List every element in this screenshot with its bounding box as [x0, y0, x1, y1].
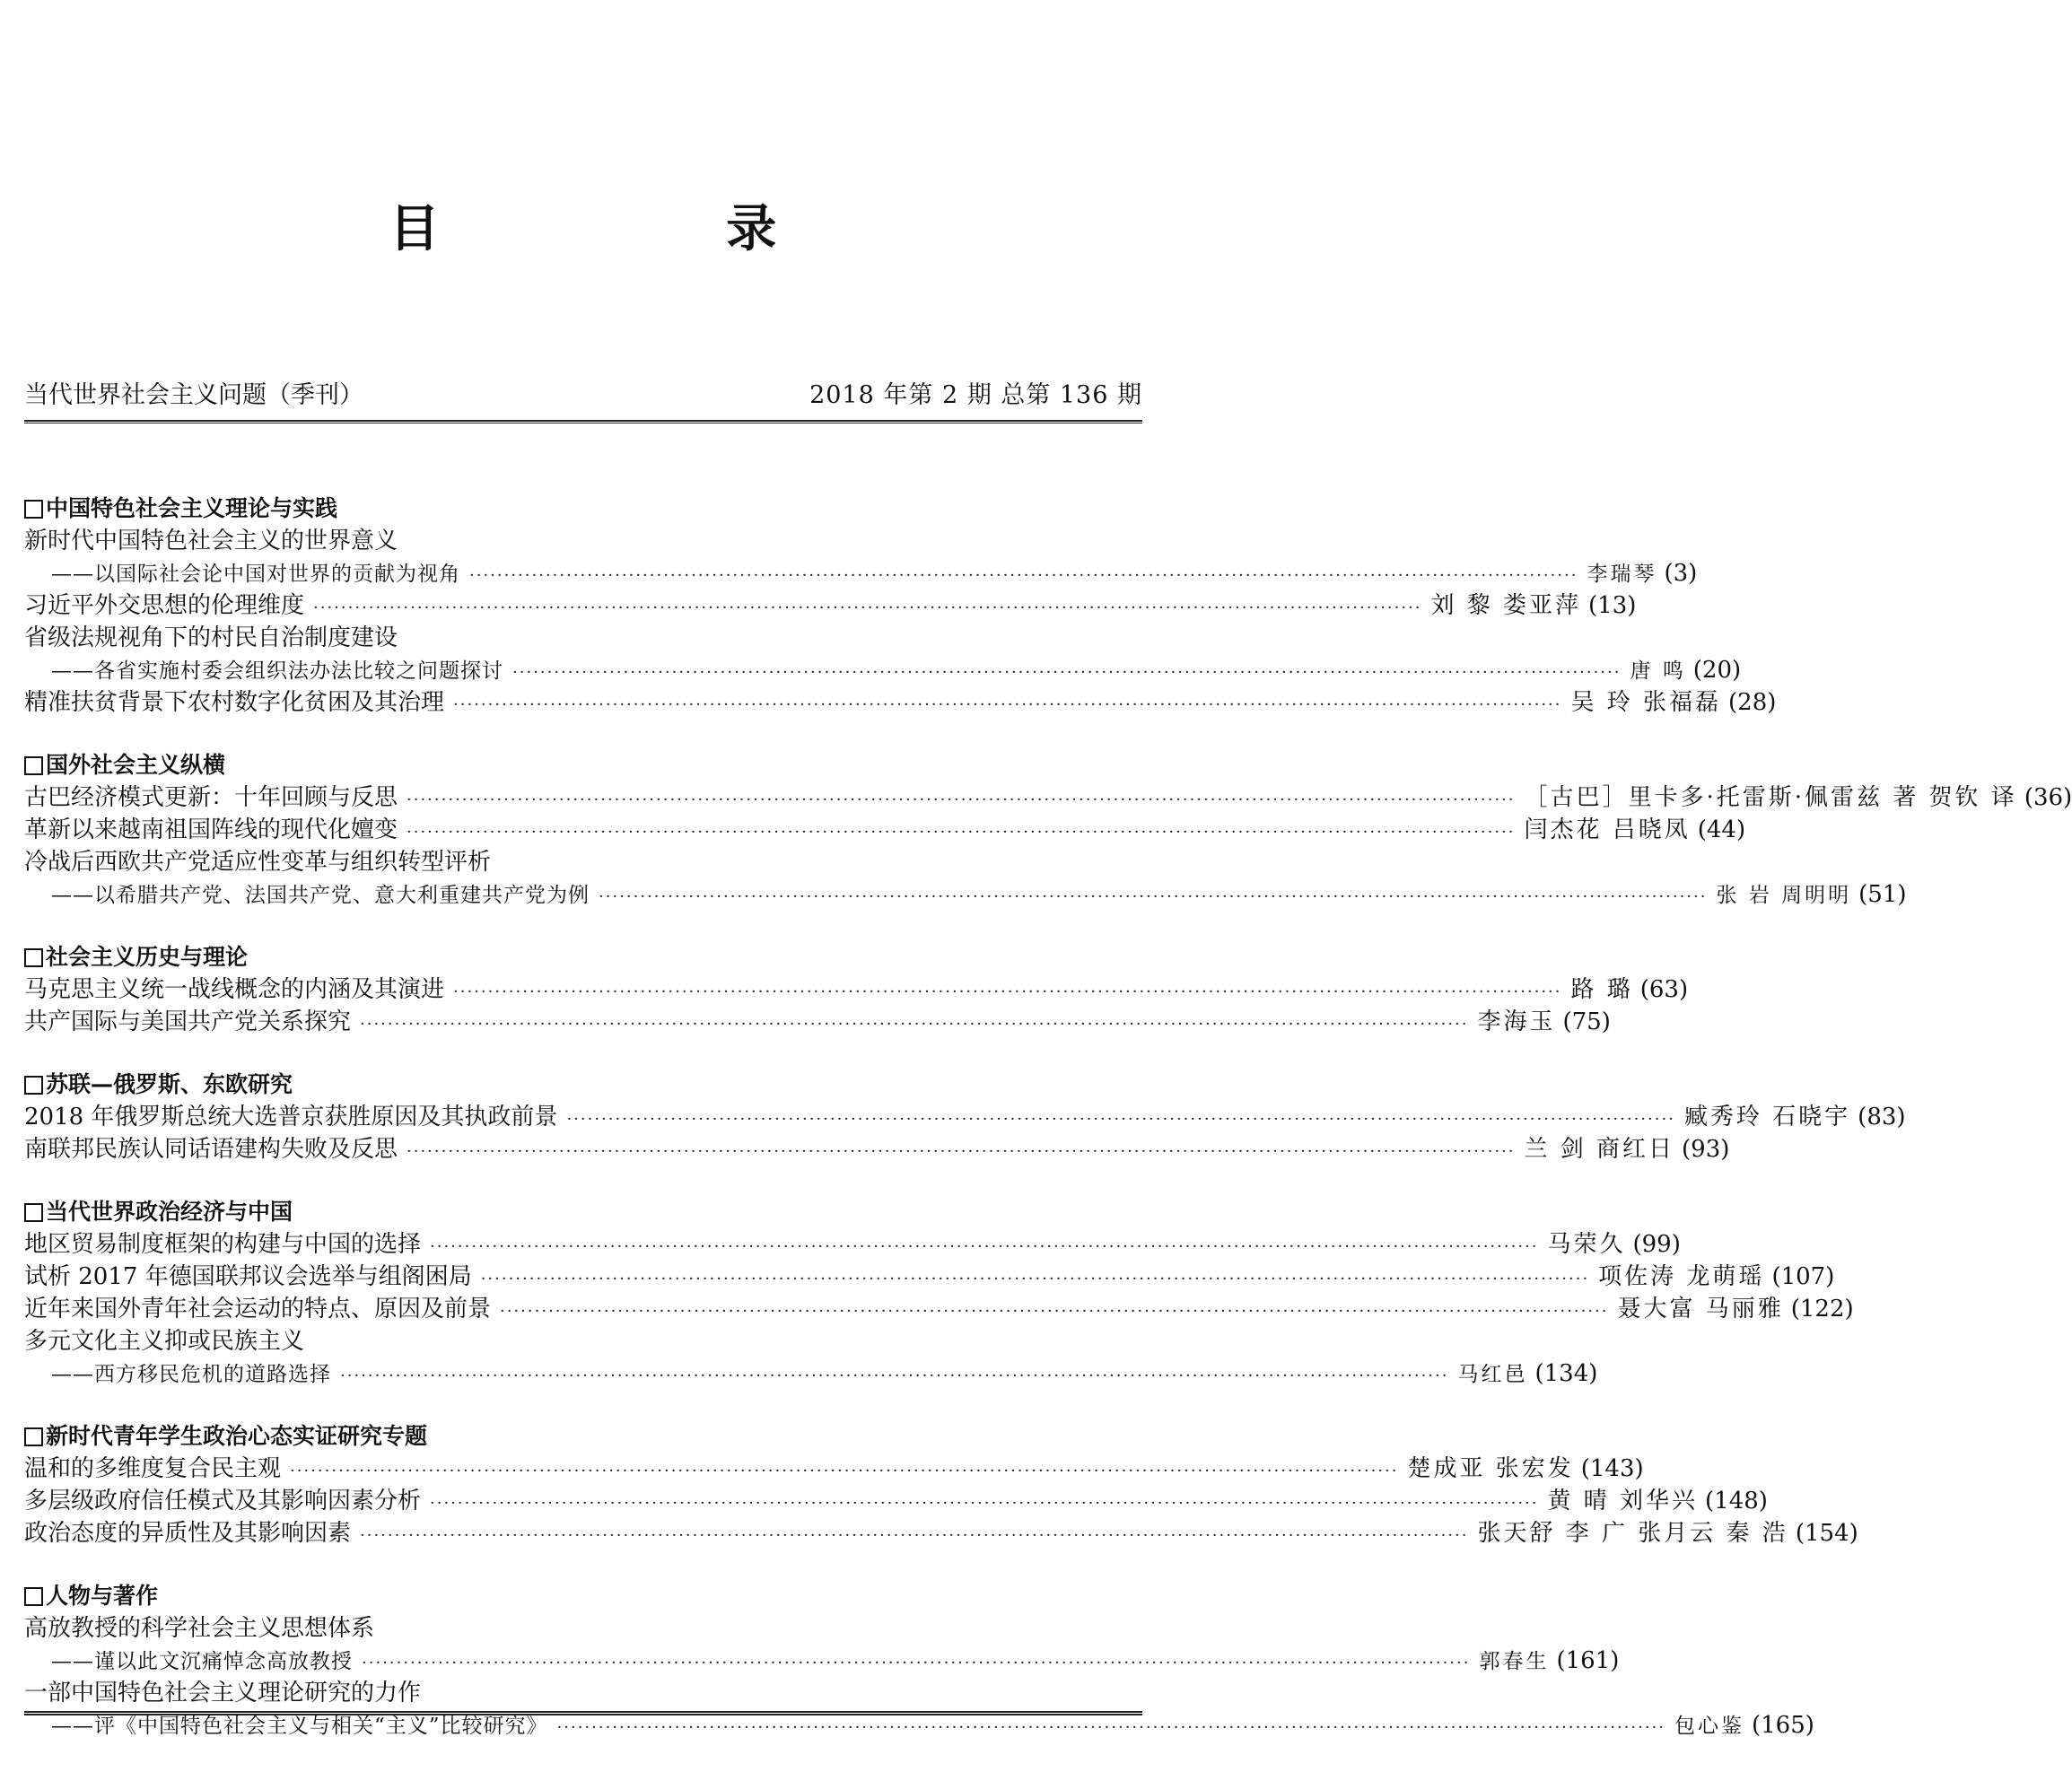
dot-leader: ································································································································································ [566, 1110, 1675, 1129]
checkbox-square-icon [24, 1203, 43, 1222]
article-title: 2018 年俄罗斯总统大选普京获胜原因及其执政前景 [24, 1104, 558, 1130]
article-authors: 郭春生 [1479, 1650, 1550, 1673]
toc-entry [24, 1645, 1620, 1677]
article-subtitle: ——以希腊共产党、法国共产党、意大利重建共产党为例 [51, 884, 590, 907]
article-title: 革新以来越南祖国阵线的现代化嬗变 [24, 816, 398, 843]
article-title: 南联邦民族认同话语建构失败及反思 [24, 1136, 398, 1163]
page-number: (3) [1664, 560, 1698, 587]
page-number: (99) [1632, 1231, 1681, 1258]
dot-leader: ································································································································································ [407, 1142, 1516, 1161]
toc-entry [24, 878, 1907, 911]
dot-leader: ································································································································································ [407, 823, 1516, 842]
section-heading [24, 493, 1142, 525]
article-title: 多层级政府信任模式及其影响因素分析 [24, 1488, 422, 1514]
dot-leader: ································································································································································ [430, 1237, 1539, 1256]
page-number: (107) [1771, 1263, 1835, 1290]
article-authors: 李海玉 [1477, 1008, 1556, 1035]
section-heading [24, 1069, 1142, 1101]
section-heading [24, 1580, 1142, 1612]
section-heading [24, 749, 1142, 781]
page-title: 目 录 [389, 200, 912, 258]
article-subtitle: ——评《中国特色社会主义与相关“主义”比较研究》 [51, 1715, 548, 1738]
toc-entry [24, 557, 1698, 589]
article-authors: 李瑞琴 [1587, 563, 1657, 586]
dot-leader: ································································································································································ [480, 1270, 1590, 1288]
section-heading-text: 中国特色社会主义理论与实践 [46, 495, 338, 521]
table-of-contents [24, 493, 2072, 1772]
section-heading [24, 1420, 1142, 1453]
page-number: (75) [1562, 1008, 1611, 1035]
article-subtitle: ——西方移民危机的道路选择 [51, 1363, 331, 1386]
section-heading-text: 国外社会主义纵横 [46, 752, 226, 778]
toc-entry [24, 654, 1742, 686]
toc-entry [24, 1293, 1854, 1325]
checkbox-square-icon [24, 1076, 43, 1095]
checkbox-square-icon [24, 1587, 43, 1606]
page-number: (93) [1682, 1136, 1730, 1163]
dot-leader: ································································································································································ [512, 663, 1622, 682]
dot-leader: ································································································································································ [469, 566, 1578, 585]
article-title: 一部中国特色社会主义理论研究的力作 [24, 1680, 422, 1707]
checkbox-square-icon [24, 1427, 43, 1446]
article-title: 精准扶贫背景下农村数字化贫困及其治理 [24, 689, 445, 716]
page-number: (20) [1692, 657, 1742, 684]
article-authors: 唐 鸣 [1630, 659, 1686, 683]
page-number: (143) [1580, 1455, 1644, 1482]
page-number: (154) [1795, 1520, 1858, 1547]
article-title: 高放教授的科学社会主义思想体系 [24, 1615, 375, 1642]
toc-entry [24, 1101, 1906, 1133]
toc-section [24, 1069, 1906, 1165]
issue-header [24, 377, 1142, 415]
article-authors: 楚成亚 张宏发 [1407, 1455, 1574, 1482]
journal-name: 当代世界社会主义问题（季刊） [24, 381, 363, 409]
toc-entry [24, 589, 1637, 622]
dot-leader: ································································································································································ [599, 887, 1708, 906]
section-heading-text: 当代世界政治经济与中国 [46, 1199, 293, 1225]
header-rule [24, 420, 1142, 423]
dot-leader: ································································································································································ [556, 1718, 1665, 1737]
page-number: (36) [2024, 784, 2072, 811]
page-number: (13) [1588, 592, 1637, 619]
article-title: 冷战后西欧共产党适应性变革与组织转型评析 [24, 849, 492, 876]
section-heading-text: 新时代青年学生政治心态实证研究专题 [46, 1423, 428, 1449]
toc-entry [24, 1261, 1835, 1293]
toc-entry [24, 686, 1777, 719]
page-number: (63) [1639, 976, 1689, 1003]
toc-entry [24, 973, 1689, 1006]
toc-entry [24, 1485, 1768, 1517]
article-title: 近年来国外青年社会运动的特点、原因及前景 [24, 1296, 492, 1322]
toc-entry [24, 781, 2072, 814]
issue-info: 2018 年第 2 期 总第 136 期 [809, 381, 1142, 409]
toc-section [24, 749, 2072, 911]
article-authors: 马荣久 [1547, 1231, 1626, 1258]
page-number: (83) [1858, 1104, 1906, 1130]
article-title: 地区贸易制度框架的构建与中国的选择 [24, 1231, 422, 1258]
toc-entry [24, 814, 1746, 846]
article-authors: 聂大富 马丽雅 [1617, 1296, 1784, 1322]
toc-section [24, 1196, 1854, 1390]
page-number: (122) [1790, 1296, 1854, 1322]
article-authors: 马红邑 [1457, 1363, 1528, 1386]
article-authors: 张天舒 李 广 张月云 秦 浩 [1477, 1520, 1788, 1547]
dot-leader: ································································································································································ [290, 1462, 1399, 1480]
article-title: 温和的多维度复合民主观 [24, 1455, 282, 1482]
checkbox-square-icon [24, 756, 43, 775]
section-heading-text: 苏联—俄罗斯、东欧研究 [46, 1071, 293, 1097]
toc-section [24, 941, 1689, 1038]
section-heading [24, 1196, 1142, 1228]
article-title: 新时代中国特色社会主义的世界意义 [24, 528, 398, 554]
article-title: 古巴经济模式更新：十年回顾与反思 [24, 784, 398, 811]
toc-entry [24, 1517, 1858, 1549]
article-authors: ［古巴］里卡多·托雷斯·佩雷兹 著 贺钦 译 [1524, 784, 2017, 811]
dot-leader: ································································································································································ [453, 982, 1562, 1001]
article-authors: 包心鉴 [1674, 1715, 1744, 1738]
page-number: (165) [1752, 1712, 1814, 1739]
toc-section [24, 1420, 1858, 1549]
dot-leader: ································································································································································ [360, 1015, 1469, 1034]
article-title: 习近平外交思想的伦理维度 [24, 592, 305, 619]
article-authors: 闫杰花 吕晓凤 [1524, 816, 1691, 843]
dot-leader: ································································································································································ [360, 1526, 1469, 1545]
page-number: (44) [1697, 816, 1746, 843]
article-authors: 臧秀玲 石晓宇 [1683, 1104, 1851, 1130]
section-heading [24, 941, 1142, 973]
article-authors: 刘 黎 娄亚萍 [1430, 592, 1582, 619]
dot-leader: ································································································································································ [407, 790, 1516, 809]
dot-leader: ································································································································································ [500, 1302, 1609, 1321]
article-subtitle: ——谨以此文沉痛悼念高放教授 [51, 1650, 353, 1673]
page-number: (148) [1705, 1488, 1768, 1514]
page-number: (28) [1728, 689, 1777, 716]
article-authors: 黄 晴 刘华兴 [1547, 1488, 1699, 1514]
article-title: 多元文化主义抑或民族主义 [24, 1328, 305, 1355]
checkbox-square-icon [24, 948, 43, 967]
article-authors: 张 岩 周明明 [1716, 884, 1852, 907]
checkbox-square-icon [24, 500, 43, 519]
article-authors: 兰 剑 商红日 [1524, 1136, 1675, 1163]
dot-leader: ································································································································································ [453, 695, 1562, 714]
toc-section [24, 493, 1777, 719]
toc-entry [24, 1133, 1730, 1165]
article-title: 政治态度的异质性及其影响因素 [24, 1520, 352, 1547]
toc-section [24, 1580, 1814, 1741]
page-number: (161) [1556, 1647, 1620, 1674]
article-title: 省级法规视角下的村民自治制度建设 [24, 624, 398, 651]
page-number: (134) [1534, 1360, 1598, 1387]
article-title: 试析 2017 年德国联邦议会选举与组阁困局 [24, 1263, 472, 1290]
footer-rule [24, 1711, 1142, 1715]
article-authors: 路 璐 [1570, 976, 1633, 1003]
article-subtitle: ——以国际社会论中国对世界的贡献为视角 [51, 563, 460, 586]
section-heading-text: 社会主义历史与理论 [46, 944, 249, 970]
dot-leader: ································································································································································ [430, 1494, 1539, 1513]
article-authors: 项佐涛 龙萌瑶 [1598, 1263, 1765, 1290]
article-subtitle: ——各省实施村委会组织法办法比较之问题探讨 [51, 659, 503, 683]
page-number: (51) [1858, 881, 1907, 908]
article-authors: 吴 玲 张福磊 [1570, 689, 1722, 716]
toc-entry [24, 1357, 1598, 1390]
section-heading-text: 人物与著作 [46, 1583, 159, 1609]
toc-entry [24, 1453, 1644, 1485]
article-title: 共产国际与美国共产党关系探究 [24, 1008, 352, 1035]
dot-leader: ································································································································································ [313, 598, 1422, 617]
dot-leader: ································································································································································ [340, 1366, 1449, 1385]
toc-entry [24, 1228, 1681, 1261]
dot-leader: ································································································································································ [362, 1654, 1471, 1672]
article-title: 马克思主义统一战线概念的内涵及其演进 [24, 976, 445, 1003]
toc-entry [24, 1006, 1611, 1038]
